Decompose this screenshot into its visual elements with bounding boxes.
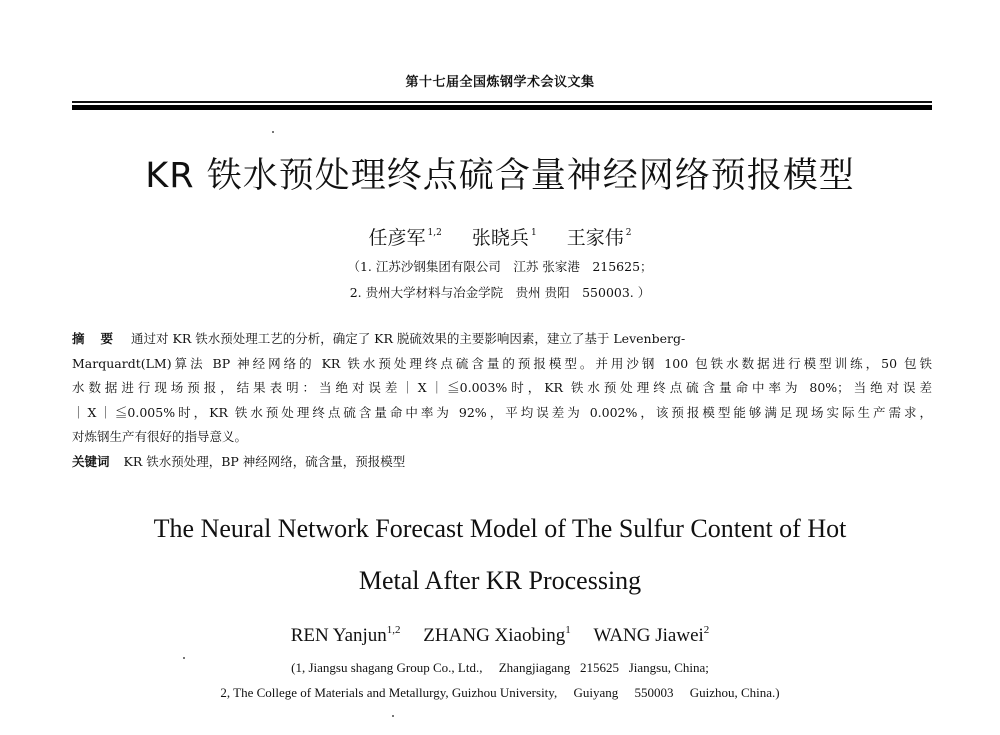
scan-speck (183, 657, 185, 659)
keywords-label: 关键词 (72, 453, 110, 469)
keywords-cn: 关键词 KR 铁水预处理，BP 神经网络，硫含量，预报模型 (72, 453, 406, 469)
authors-cn (0, 223, 1000, 250)
author-cn: 王家伟 $^2$ (566, 227, 632, 249)
authors-en (0, 624, 1000, 647)
author-en: WANG Jiawei$^2$ (593, 624, 710, 646)
paper-title-cn: KR 铁水预处理终点硫含量神经网络预报模型 (145, 156, 855, 196)
running-header: 第十七届全国炼钢学术会议文集 (405, 75, 595, 90)
author-cn: 任彦军 $^{1,2}$ (368, 227, 442, 249)
abstract-line: 摘要 通过对 KR 铁水预处理工艺的分析，确定了 KR 脱硫效果的主要影响因素，建立了基于 Levenberg- (72, 331, 686, 346)
abstract-cn (72, 327, 932, 474)
author-en: ZHANG Xiaobing$^1$ (423, 624, 571, 646)
scan-speck (392, 715, 394, 717)
author-en: REN Yanjun$^{1,2}$ (290, 624, 401, 646)
abstract-line: Marquardt(LM)算法 BP 神经网络的 KR 铁水预处理终点硫含量的预报模型。并用沙钢 100 包铁水数据进行模型训练，50 包铁 (72, 355, 932, 371)
header-rule-thin (72, 101, 932, 103)
affiliation-cn-2: 2. 贵州大学材料与冶金学院 贵州 贵阳 550003. ） (349, 285, 651, 300)
affiliation-en-1: (1, Jiangsu shagang Group Co., Ltd., Zhangjiagang 215625 Jiangsu, China; (291, 660, 709, 675)
paper-title-en-line2: Metal After KR Processing (358, 566, 642, 595)
abstract-label: 摘要 (72, 331, 130, 346)
paper-title-en-line1: The Neural Network Forecast Model of The Sulfur Content of Hot (153, 514, 847, 543)
abstract-line: 对炼钢生产有很好的指导意义。 (72, 429, 248, 444)
scan-speck (272, 131, 274, 133)
affiliation-en-2: 2, The College of Materials and Metallurgy, Guizhou University, Guiyang 550003 Guizhou, China.) (220, 685, 780, 700)
header-rule-thick (72, 105, 932, 110)
abstract-line: 水数据进行现场预报，结果表明：当绝对误差｜X｜≦0.003%时，KR 铁水预处理终点硫含量命中率为 80%；当绝对误差 (72, 380, 932, 395)
abstract-line: ｜X｜≦0.005%时，KR 铁水预处理终点硫含量命中率为 92%，平均误差为 0.002%，该预报模型能够满足现场实际生产需求， (72, 404, 932, 420)
author-cn: 张晓兵 $^1$ (471, 227, 537, 249)
affiliation-cn-1: （1. 江苏沙钢集团有限公司 江苏 张家港 215625； (347, 259, 653, 274)
